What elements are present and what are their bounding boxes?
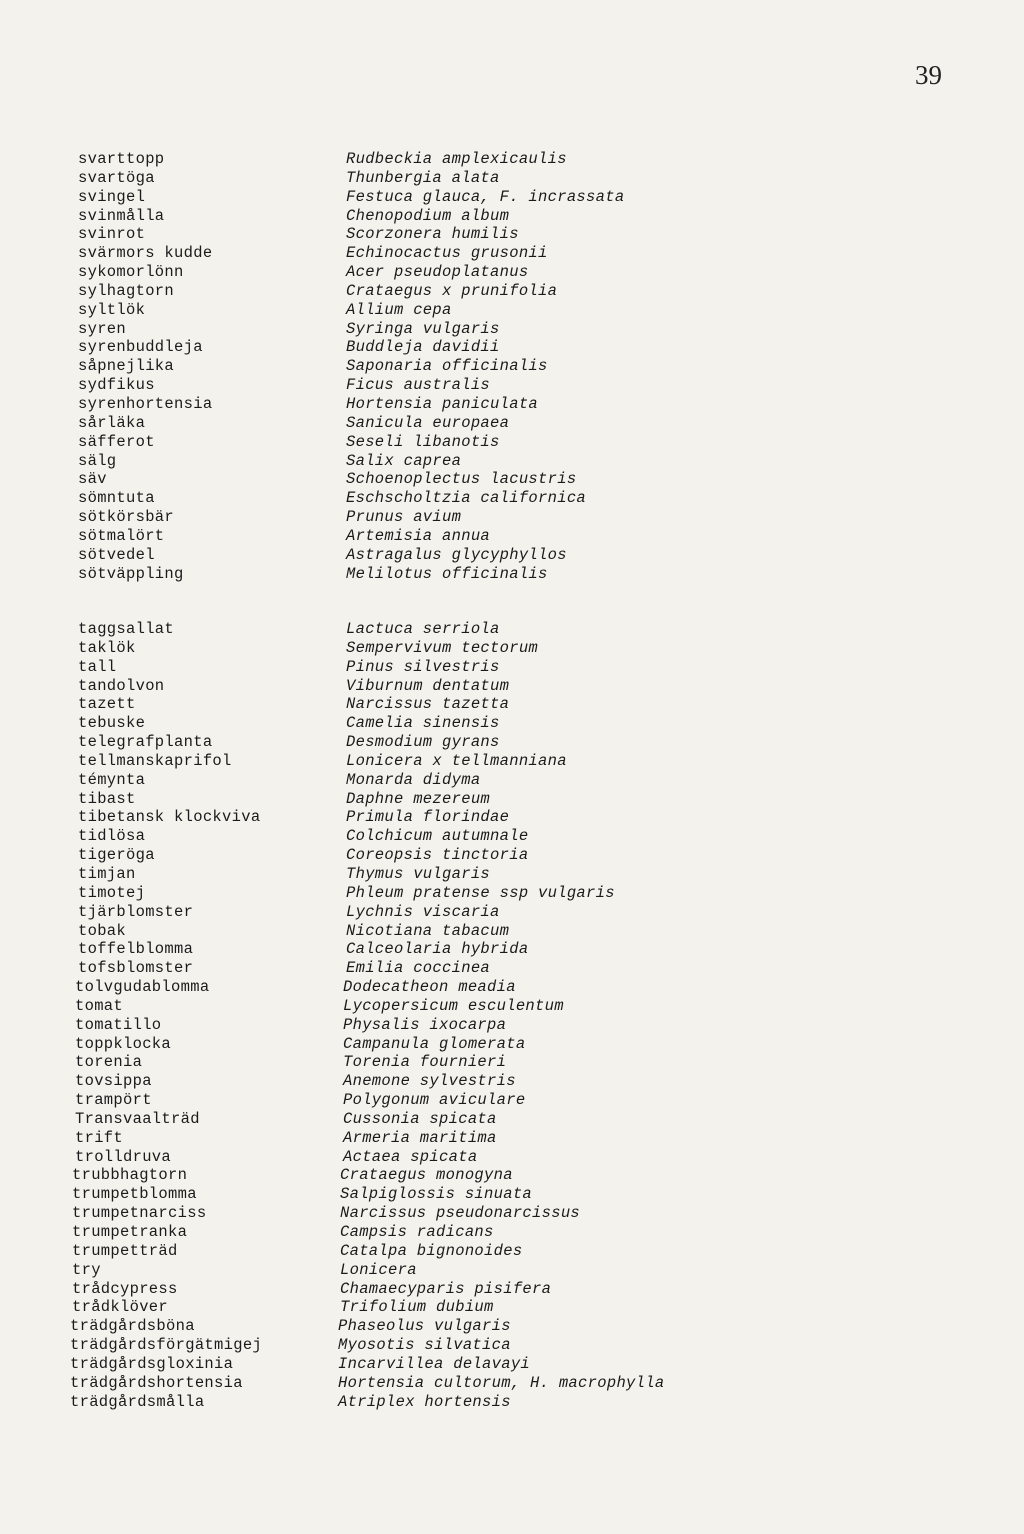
latin-name: Campanula glomerata (343, 1034, 526, 1053)
latin-name: Lonicera (340, 1260, 417, 1279)
glossary-entry (0, 527, 1024, 546)
glossary-entry (0, 903, 1024, 922)
glossary-entry (0, 1185, 1024, 1204)
latin-name: Physalis ixocarpa (343, 1015, 507, 1034)
glossary-entry (0, 470, 1024, 489)
latin-name: Chamaecyparis pisifera (340, 1279, 552, 1298)
latin-name: Phleum pratense ssp vulgaris (346, 883, 615, 902)
latin-name: Thymus vulgaris (346, 864, 491, 883)
glossary-entry (0, 997, 1024, 1016)
latin-name: Calceolaria hybrida (346, 940, 529, 959)
glossary-entry (0, 1374, 1024, 1393)
swedish-name: tolvgudablomma (75, 978, 210, 997)
glossary-entry (0, 414, 1024, 433)
glossary-entry (0, 395, 1024, 414)
latin-name: Primula florindae (346, 808, 510, 827)
latin-name: Salix caprea (346, 451, 462, 470)
glossary-entry (0, 282, 1024, 301)
latin-name: Pinus silvestris (346, 657, 500, 676)
swedish-name: tidlösa (78, 827, 146, 846)
glossary-entry (0, 376, 1024, 395)
glossary-entry (0, 771, 1024, 790)
glossary-entry (0, 1355, 1024, 1374)
latin-name: Emilia coccinea (346, 959, 491, 978)
latin-name: Schoenoplectus lacustris (346, 470, 577, 489)
glossary-entry (0, 301, 1024, 320)
glossary-entry (0, 959, 1024, 978)
latin-name: Hortensia paniculata (346, 394, 539, 413)
swedish-name: sydfikus (78, 376, 155, 395)
glossary-entry (0, 620, 1024, 639)
latin-name: Thunbergia alata (346, 168, 500, 187)
latin-name: Saponaria officinalis (346, 357, 548, 376)
glossary-entry (0, 1035, 1024, 1054)
swedish-name: trift (75, 1128, 124, 1147)
latin-name: Daphne mezereum (346, 789, 491, 808)
swedish-name: syltlök (78, 300, 146, 319)
swedish-name: sårläka (78, 413, 146, 432)
glossary-entry (0, 752, 1024, 771)
swedish-name: tibast (78, 789, 136, 808)
glossary-entry (0, 677, 1024, 696)
glossary-entry (0, 188, 1024, 207)
swedish-name: tovsippa (75, 1072, 152, 1091)
latin-name: Colchicum autumnale (346, 827, 529, 846)
swedish-name: syrenhortensia (78, 394, 213, 413)
glossary-entry (0, 1166, 1024, 1185)
latin-name: Festuca glauca, F. incrassata (346, 187, 625, 206)
swedish-name: taklök (78, 638, 136, 657)
glossary-entry (0, 884, 1024, 903)
swedish-name: trädgårdsgloxinia (70, 1354, 234, 1373)
glossary-entry (0, 922, 1024, 941)
swedish-name: tall (78, 657, 117, 676)
latin-name: Ficus australis (346, 376, 491, 395)
swedish-name: trampört (75, 1091, 152, 1110)
swedish-name: syrenbuddleja (78, 338, 203, 357)
glossary-entry (0, 1016, 1024, 1035)
glossary-entry (0, 1110, 1024, 1129)
swedish-name: toffelblomma (78, 940, 194, 959)
glossary-entry (0, 263, 1024, 282)
glossary-entry (0, 207, 1024, 226)
glossary-entry (0, 1336, 1024, 1355)
glossary-entry (0, 169, 1024, 188)
swedish-name: sylhagtorn (78, 281, 175, 300)
latin-name: Monarda didyma (346, 770, 481, 789)
swedish-name: sötvedel (78, 545, 155, 564)
latin-name: Coreopsis tinctoria (346, 846, 529, 865)
latin-name: Echinocactus grusonii (346, 244, 548, 263)
swedish-name: sömntuta (78, 489, 155, 508)
swedish-name: säfferot (78, 432, 155, 451)
latin-name: Lycopersicum esculentum (343, 996, 564, 1015)
latin-name: Atriplex hortensis (338, 1392, 511, 1411)
glossary-entry (0, 639, 1024, 658)
latin-name: Astragalus glycyphyllos (346, 545, 567, 564)
glossary-entry (0, 1261, 1024, 1280)
glossary-entry (0, 452, 1024, 471)
latin-name: Narcissus tazetta (346, 695, 510, 714)
glossary-entry (0, 244, 1024, 263)
swedish-name: sälg (78, 451, 117, 470)
glossary-entry (0, 1148, 1024, 1167)
glossary-entry (0, 940, 1024, 959)
glossary-entry (0, 508, 1024, 527)
latin-name: Polygonum aviculare (343, 1091, 526, 1110)
glossary-entry (0, 1280, 1024, 1299)
swedish-name: timjan (78, 864, 136, 883)
glossary-entry (0, 150, 1024, 169)
glossary-entry (0, 790, 1024, 809)
swedish-name: säv (78, 470, 107, 489)
latin-name: Chenopodium album (346, 206, 510, 225)
glossary-section-t (0, 620, 1024, 1411)
glossary-entry (0, 357, 1024, 376)
latin-name: Sanicula europaea (346, 413, 510, 432)
glossary-entry (0, 733, 1024, 752)
glossary-entry (0, 1091, 1024, 1110)
glossary-entry (0, 1129, 1024, 1148)
swedish-name: trumpetträd (72, 1241, 178, 1260)
glossary-entry (0, 1204, 1024, 1223)
latin-name: Crataegus x prunifolia (346, 281, 558, 300)
swedish-name: tigeröga (78, 846, 155, 865)
swedish-name: trådcypress (72, 1279, 178, 1298)
swedish-name: sötväppling (78, 564, 184, 583)
latin-name: Narcissus pseudonarcissus (340, 1204, 581, 1223)
swedish-name: sötmalört (78, 526, 165, 545)
glossary-entry (0, 1298, 1024, 1317)
swedish-name: trumpetranka (72, 1223, 188, 1241)
latin-name: Acer pseudoplatanus (346, 263, 529, 282)
glossary-entry (0, 714, 1024, 733)
latin-name: Prunus avium (346, 508, 462, 527)
latin-name: Phaseolus vulgaris (338, 1317, 511, 1336)
latin-name: Melilotus officinalis (346, 564, 548, 583)
glossary-entry (0, 338, 1024, 357)
latin-name: Lychnis viscaria (346, 902, 500, 921)
glossary-entry (0, 1072, 1024, 1091)
glossary-entry (0, 827, 1024, 846)
glossary-entry (0, 320, 1024, 339)
latin-name: Catalpa bignonoides (340, 1241, 523, 1260)
glossary-entry (0, 489, 1024, 508)
latin-name: Camelia sinensis (346, 714, 500, 733)
glossary-entry (0, 1223, 1024, 1242)
latin-name: Crataegus monogyna (340, 1166, 513, 1185)
swedish-name: telegrafplanta (78, 733, 213, 752)
swedish-name: trädgårdsförgätmigej (70, 1336, 263, 1355)
latin-name: Actaea spicata (343, 1147, 478, 1166)
latin-name: Buddleja davidii (346, 338, 500, 357)
swedish-name: tibetansk klockviva (78, 808, 261, 827)
latin-name: Cussonia spicata (343, 1109, 497, 1128)
swedish-name: tandolvon (78, 676, 165, 695)
swedish-name: svingel (78, 187, 146, 206)
latin-name: Syringa vulgaris (346, 319, 500, 338)
latin-name: Artemisia annua (346, 526, 491, 545)
swedish-name: svinmålla (78, 206, 165, 225)
glossary-entry (0, 225, 1024, 244)
swedish-name: torenia (75, 1053, 143, 1072)
latin-name: Dodecatheon meadia (343, 978, 516, 997)
swedish-name: trådklöver (72, 1298, 169, 1317)
swedish-name: sykomorlönn (78, 263, 184, 282)
swedish-name: trädgårdshortensia (70, 1373, 243, 1392)
latin-name: Incarvillea delavayi (338, 1354, 531, 1373)
latin-name: Anemone sylvestris (343, 1072, 516, 1091)
swedish-name: tebuske (78, 714, 146, 733)
glossary-entry (0, 1242, 1024, 1261)
swedish-name: sötkörsbär (78, 508, 175, 527)
swedish-name: tomatillo (75, 1015, 162, 1034)
swedish-name: svärmors kudde (78, 244, 213, 263)
glossary-entry (0, 865, 1024, 884)
swedish-name: témynta (78, 770, 146, 789)
glossary-entry (0, 546, 1024, 565)
swedish-name: try (72, 1260, 101, 1279)
latin-name: Salpiglossis sinuata (340, 1185, 533, 1204)
latin-name: Lonicera x tellmanniana (346, 751, 567, 770)
latin-name: Allium cepa (346, 300, 452, 319)
latin-name: Campsis radicans (340, 1223, 494, 1241)
swedish-name: toppklocka (75, 1034, 172, 1053)
latin-name: Sempervivum tectorum (346, 638, 539, 657)
glossary-entry (0, 433, 1024, 452)
latin-name: Myosotis silvatica (338, 1336, 511, 1355)
swedish-name: tellmanskaprifol (78, 751, 232, 770)
latin-name: Seseli libanotis (346, 432, 500, 451)
latin-name: Lactuca serriola (346, 620, 500, 638)
swedish-name: trubbhagtorn (72, 1166, 188, 1185)
swedish-name: tjärblomster (78, 902, 194, 921)
glossary-entry (0, 1393, 1024, 1412)
latin-name: Hortensia cultorum, H. macrophylla (338, 1373, 665, 1392)
swedish-name: taggsallat (78, 620, 175, 638)
swedish-name: Transvaalträd (75, 1109, 200, 1128)
glossary-entry (0, 978, 1024, 997)
latin-name: Rudbeckia amplexicaulis (346, 150, 567, 168)
latin-name: Nicotiana tabacum (346, 921, 510, 940)
glossary-section-s (0, 150, 1024, 583)
swedish-name: trädgårdsmålla (70, 1392, 205, 1411)
swedish-name: tazett (78, 695, 136, 714)
swedish-name: tofsblomster (78, 959, 194, 978)
glossary-entry (0, 846, 1024, 865)
swedish-name: tomat (75, 996, 124, 1015)
glossary-entry (0, 565, 1024, 584)
latin-name: Viburnum dentatum (346, 676, 510, 695)
page-number: 39 (915, 60, 942, 90)
glossary-entry (0, 1317, 1024, 1336)
swedish-name: syren (78, 319, 127, 338)
latin-name: Desmodium gyrans (346, 733, 500, 752)
swedish-name: trolldruva (75, 1147, 172, 1166)
latin-name: Eschscholtzia californica (346, 489, 587, 508)
swedish-name: tobak (78, 921, 127, 940)
swedish-name: såpnejlika (78, 357, 175, 376)
glossary-entry (0, 808, 1024, 827)
glossary-entry (0, 658, 1024, 677)
glossary-entry (0, 695, 1024, 714)
swedish-name: svinrot (78, 225, 146, 244)
latin-name: Torenia fournieri (343, 1053, 507, 1072)
latin-name: Trifolium dubium (340, 1298, 494, 1317)
glossary-entry (0, 1053, 1024, 1072)
swedish-name: trumpetblomma (72, 1185, 197, 1204)
swedish-name: trumpetnarciss (72, 1204, 207, 1223)
latin-name: Armeria maritima (343, 1128, 497, 1147)
swedish-name: timotej (78, 883, 146, 902)
latin-name: Scorzonera humilis (346, 225, 519, 244)
swedish-name: svarttopp (78, 150, 165, 168)
swedish-name: svartöga (78, 168, 155, 187)
swedish-name: trädgårdsböna (70, 1317, 195, 1336)
